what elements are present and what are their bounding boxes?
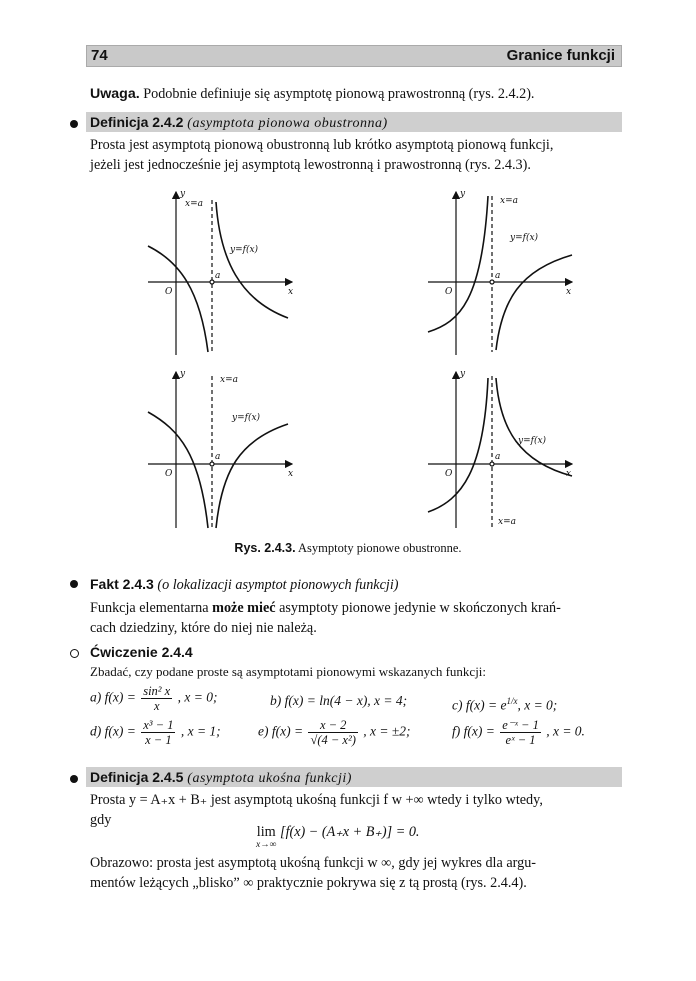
exercise-text: , x = 1;: [180, 723, 221, 739]
numerator: x³ − 1: [143, 718, 174, 732]
fakt-text: Funkcja elementarna: [90, 600, 209, 616]
chapter-title: Granice funkcji: [506, 47, 615, 64]
origin-label: O: [165, 287, 173, 297]
definition-line: mentów leżących „blisko” ∞ praktycznie pokrywa się z tą prostą (rys. 2.4.4).: [90, 875, 527, 891]
exercise-d: [90, 718, 221, 747]
numerator: e⁻ˣ − 1: [502, 718, 539, 732]
circle-bullet-icon: [70, 649, 79, 658]
uwaga-text: Podobnie definiuje się asymptotę pionową prawostronną (rys. 2.4.2).: [143, 86, 535, 102]
bullet-icon: [70, 580, 78, 588]
asymptote-label: x=a: [500, 196, 518, 206]
page-number: 74: [91, 47, 108, 64]
origin-label: O: [445, 287, 453, 297]
axis-x-label: x: [566, 469, 572, 479]
caption-text: Asymptoty pionowe obustronne.: [298, 541, 462, 555]
exponent: 1/x: [506, 696, 518, 706]
exercise-a: [90, 684, 217, 713]
exercise-e: [258, 718, 411, 747]
bullet-icon: [70, 775, 78, 783]
axis-x-label: x: [288, 469, 294, 479]
exercise-c: [452, 691, 557, 716]
fakt-line: cach dziedziny, które do niej nie należą.: [90, 620, 317, 636]
axis-x-label: x: [288, 287, 294, 297]
asymptote-label: x=a: [185, 199, 203, 209]
limit-formula: [256, 824, 419, 850]
exercise-text: d) f(x) =: [90, 723, 136, 739]
numerator: x − 2: [308, 718, 357, 733]
exercise-text: b) f(x) = ln(4 − x), x = 4;: [270, 693, 408, 708]
function-label: y=f(x): [230, 245, 259, 255]
fraction: [500, 718, 541, 747]
fakt-heading: [90, 574, 399, 595]
axis-y-label: y: [460, 189, 466, 199]
panel-bottom-left: [148, 372, 292, 530]
fraction: [308, 718, 357, 747]
exercise-text: , x = 0.: [546, 723, 585, 739]
definition-label: Definicja 2.4.5: [90, 769, 184, 785]
exercise-text: f) f(x) =: [452, 723, 495, 739]
point-a-label: a: [215, 452, 221, 462]
figure-caption: [0, 538, 696, 558]
denominator: x: [153, 699, 160, 713]
fakt-label: Fakt 2.4.3: [90, 576, 154, 592]
asymptote-label: x=a: [220, 375, 238, 385]
axis-y-label: y: [180, 369, 186, 379]
uwaga-label: Uwaga.: [90, 86, 140, 102]
definition-line: jeżeli jest jednocześnie jej asymptotą lewostronną i prawostronną (rys. 2.4.3).: [90, 157, 531, 173]
exercise-b: [270, 691, 407, 711]
function-label: y=f(x): [518, 436, 547, 446]
fakt-line: [90, 598, 561, 618]
fakt-emphasis: może mieć: [212, 600, 276, 616]
exercise-text: a) f(x) =: [90, 689, 136, 705]
point-a-label: a: [495, 452, 501, 462]
definition-heading: [90, 769, 352, 787]
definition-subtitle: (asymptota pionowa obustronna): [187, 116, 388, 131]
limit-expression: [f(x) − (A₊x + B₊)] = 0.: [280, 824, 420, 840]
limit-operator: [256, 824, 277, 850]
axis-y-label: y: [460, 369, 466, 379]
denominator: x − 1: [145, 733, 172, 747]
axis-x-label: x: [566, 287, 572, 297]
definition-label: Definicja 2.4.2: [90, 114, 184, 130]
exercise-text: c) f(x) = e: [452, 697, 507, 713]
fraction: [141, 684, 172, 713]
definition-line: Prosta jest asymptotą pionową obustronną lub krótko asymptotą pionową funkcji,: [90, 137, 554, 153]
function-label: y=f(x): [510, 233, 539, 243]
axis-y-label: y: [180, 189, 186, 199]
exercise-intro: Zbadać, czy podane proste są asymptotami pionowymi wskazanych funkcji:: [90, 664, 487, 679]
fakt-subtitle: (o lokalizacji asymptot pionowych funkcji): [157, 577, 399, 593]
origin-label: O: [165, 469, 173, 479]
exercise-label: Ćwiczenie 2.4.4: [90, 644, 193, 660]
exercise-text: , x = 0;: [517, 697, 558, 713]
point-a-label: a: [495, 271, 501, 281]
origin-label: O: [445, 469, 453, 479]
caption-label: Rys. 2.4.3.: [234, 541, 296, 555]
exercise-f: [452, 718, 585, 747]
exercise-text: , x = 0;: [177, 689, 218, 705]
function-label: y=f(x): [232, 413, 261, 423]
definition-line: Prosta y = A₊x + B₊ jest asymptotą ukośną funkcji f w +∞ wtedy i tylko wtedy,: [90, 792, 543, 808]
point-a-label: a: [215, 271, 221, 281]
asymptote-label: x=a: [498, 517, 516, 527]
exercise-text: e) f(x) =: [258, 723, 304, 739]
exercise-text: , x = ±2;: [363, 723, 411, 739]
fraction: [141, 718, 175, 747]
fakt-text: asymptoty pionowe jedynie w skończonych krań-: [279, 600, 561, 616]
definition-line: Obrazowo: prosta jest asymptotą ukośną funkcji w ∞, gdy jej wykres dla argu-: [90, 855, 537, 871]
definition-subtitle: (asymptota ukośna funkcji): [187, 771, 352, 786]
panel-bottom-right: [428, 372, 572, 528]
denominator: √(4 − x²): [310, 733, 356, 747]
lim-word: lim: [256, 824, 276, 840]
numerator: sin² x: [143, 684, 171, 698]
denominator: eˣ − 1: [505, 733, 536, 747]
lim-subscript: x→∞: [256, 840, 277, 850]
definition-line: gdy: [90, 812, 112, 828]
